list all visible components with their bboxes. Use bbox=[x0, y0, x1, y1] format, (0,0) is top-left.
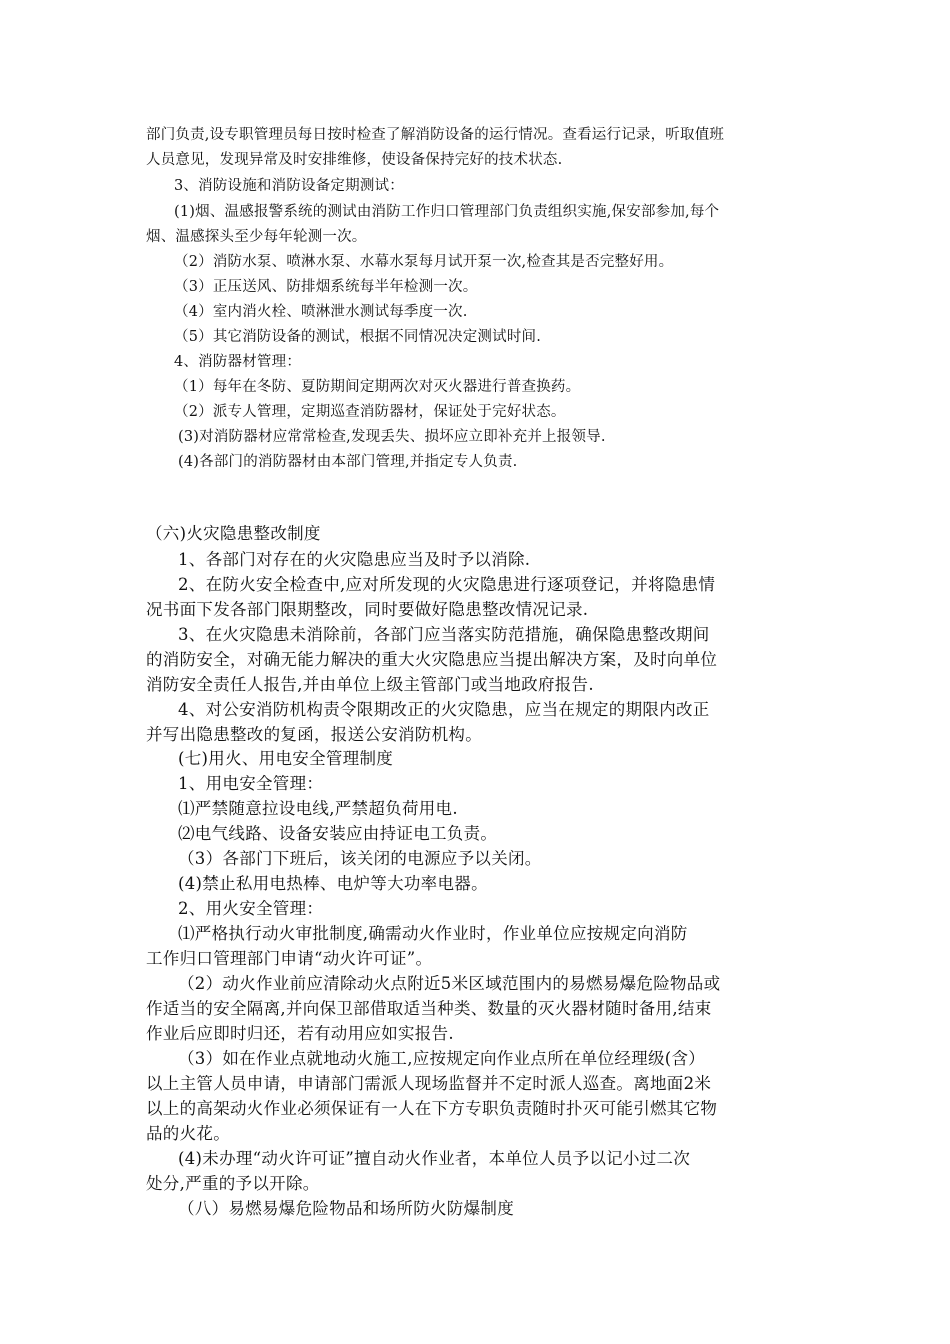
paragraph-line: 消防安全责任人报告,并由单位上级主管部门或当地政府报告. bbox=[146, 675, 594, 694]
paragraph-line: (4)未办理“动火许可证”擅自动火作业者，本单位人员予以记小过二次 bbox=[178, 1149, 691, 1168]
paragraph-line: 的消防安全，对确无能力解决的重大火灾隐患应当提出解决方案，及时向单位 bbox=[146, 650, 718, 669]
paragraph-line: ⑴严格执行动火审批制度,确需动火作业时，作业单位应按规定向消防 bbox=[178, 924, 688, 943]
paragraph-line: （3）如在作业点就地动火施工,应按规定向作业点所在单位经理级(含） bbox=[178, 1049, 706, 1068]
section-heading: （六)火灾隐患整改制度 bbox=[146, 524, 321, 543]
paragraph-line: 以上主管人员申请，申请部门需派人现场监督并不定时派人巡查。离地面2米 bbox=[146, 1074, 712, 1093]
subheading: 4、消防器材管理： bbox=[174, 354, 302, 370]
paragraph-line: (3)对消防器材应常常检查,发现丢失、损坏应立即补充并上报领导. bbox=[178, 429, 606, 445]
paragraph-line: 2、在防火安全检查中,应对所发现的火灾隐患进行逐项登记，并将隐患情 bbox=[178, 575, 716, 594]
paragraph-line: 并写出隐患整改的复函，报送公安消防机构。 bbox=[146, 725, 482, 744]
paragraph-line: 作业后应即时归还，若有动用应如实报告. bbox=[146, 1024, 454, 1043]
paragraph-line: 3、在火灾隐患未消除前，各部门应当落实防范措施，确保隐患整改期间 bbox=[178, 625, 710, 644]
paragraph-line: (4)禁止私用电热棒、电炉等大功率电器。 bbox=[178, 874, 488, 893]
paragraph-line: （1）每年在冬防、夏防期间定期两次对灭火器进行普查换药。 bbox=[174, 379, 581, 395]
paragraph-line: （4）室内消火栓、喷淋泄水测试每季度一次. bbox=[174, 304, 468, 320]
paragraph-line: ⑴严禁随意拉设电线,严禁超负荷用电. bbox=[178, 799, 458, 818]
paragraph-line: （2）派专人管理，定期巡查消防器材，保证处于完好状态。 bbox=[174, 404, 566, 420]
paragraph-line: 工作归口管理部门申请“动火许可证”。 bbox=[146, 949, 433, 968]
paragraph-line: 烟、温感探头至少每年轮测一次。 bbox=[146, 229, 367, 245]
subheading: 1、用电安全管理： bbox=[178, 774, 324, 793]
paragraph-line: （5）其它消防设备的测试，根据不同情况决定测试时间. bbox=[174, 329, 542, 345]
subheading: 2、用火安全管理： bbox=[178, 899, 324, 918]
paragraph-line: (4)各部门的消防器材由本部门管理,并指定专人负责. bbox=[178, 454, 518, 470]
paragraph-line: 人员意见，发现异常及时安排维修，使设备保持完好的技术状态. bbox=[146, 152, 563, 168]
paragraph-line: 品的火花。 bbox=[146, 1124, 230, 1143]
paragraph-line: （2）动火作业前应清除动火点附近5米区域范围内的易燃易爆危险物品或 bbox=[178, 974, 721, 993]
paragraph-line: 4、对公安消防机构责令限期改正的火灾隐患，应当在规定的期限内改正 bbox=[178, 700, 710, 719]
paragraph-line: 处分,严重的予以开除。 bbox=[146, 1174, 320, 1193]
paragraph-line: 况书面下发各部门限期整改，同时要做好隐患整改情况记录. bbox=[146, 600, 589, 619]
subheading: 3、消防设施和消防设备定期测试： bbox=[174, 178, 404, 194]
section-heading: （八）易燃易爆危险物品和场所防火防爆制度 bbox=[178, 1199, 514, 1218]
paragraph-line: （3）正压送风、防排烟系统每半年检测一次。 bbox=[174, 279, 478, 295]
paragraph-line: （3）各部门下班后，该关闭的电源应予以关闭。 bbox=[178, 849, 542, 868]
paragraph-line: 以上的高架动火作业必须保证有一人在下方专职负责随时扑灭可能引燃其它物 bbox=[146, 1099, 718, 1118]
paragraph-line: ⑵电气线路、设备安装应由持证电工负责。 bbox=[178, 824, 498, 843]
paragraph-line: (1)烟、温感报警系统的测试由消防工作归口管理部门负责组织实施,保安部参加,每个 bbox=[174, 204, 720, 220]
paragraph-line: 1、各部门对存在的火灾隐患应当及时予以消除. bbox=[178, 550, 531, 569]
paragraph-line: （2）消防水泵、喷淋水泵、水幕水泵每月试开泵一次,检查其是否完整好用。 bbox=[174, 254, 674, 270]
section-heading: (七)用火、用电安全管理制度 bbox=[178, 749, 394, 768]
paragraph-line: 作适当的安全隔离,并向保卫部借取适当种类、数量的灭火器材随时备用,结束 bbox=[146, 999, 712, 1018]
paragraph-line: 部门负责,设专职管理员每日按时检查了解消防设备的运行情况。查看运行记录，听取值班 bbox=[146, 127, 725, 143]
